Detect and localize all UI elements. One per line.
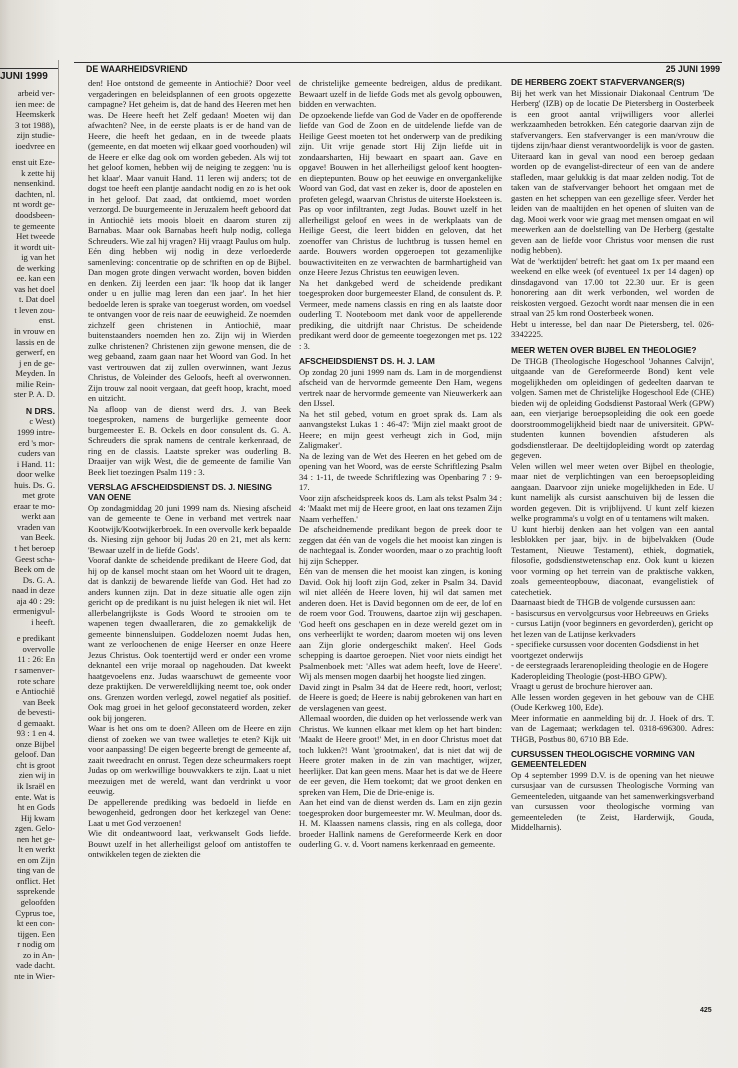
- text-line: huis. Ds. G.: [14, 479, 55, 490]
- text-line: kt een con-: [16, 918, 55, 929]
- text-line: ig van het: [21, 252, 55, 263]
- text-line: dachten, nl.: [15, 188, 55, 199]
- paragraph: Op zondag 20 juni 1999 nam ds. Lam in de morgendienst afscheid van de hervormde gemeente Den Ham, wegens vertrek naar de hervormde gemeente van Nieuwerkerk aan den IJssel.: [299, 366, 502, 409]
- paragraph: de christelijke gemeente bedreigen, aldus de predikant. Bewaart uzelf in de liefde Gods met als gevolg opbouwen, bidden en verwachten.: [299, 78, 502, 109]
- text-line: geloof. Dan: [14, 749, 55, 760]
- text-line: ht en Gods: [17, 802, 55, 813]
- column-1: [88, 78, 291, 860]
- text-line: 11 : 26: En: [17, 654, 55, 665]
- paragraph: Na afloop van de dienst werd drs. J. van Beek toegesproken, namens de burgerlijke gemeente door burgemeester E. B. Ockels en door consulent ds. G. A. Schreuders die sprak namens de centrale kerkenraad, de ring en de classis. Laatste spreker was ouderling B. Draaijer van wijk West, die de gemeente de familie Van Beek liet toezingen Psalm 119 : 3.: [88, 403, 291, 477]
- paragraph: U kunt hierbij denken aan het volgen van een aantal lesblokken per jaar, bijv. in de bijbelvakken (Oude Testament, Nieuwe Testament), ethiek, dogmatiek, filosofie, godsdienstwetenschap enz. Ook kunt u kiezen voor vorming op het terrein van de praktische vakken, zoals gemeenteopbouw, diaconaat, evangelistiek of catechetiek.: [511, 523, 714, 597]
- text-line: nen het ge-: [16, 833, 55, 844]
- text-line: de bevesti-: [17, 707, 55, 718]
- text-line: N DRS.: [25, 405, 55, 416]
- text-line: eraar te mo-: [13, 500, 55, 511]
- text-line: ien mee: de: [15, 98, 55, 109]
- paragraph: De afscheidnemende predikant begon de preek door te zeggen dat één van de vogels die het mooist kan zingen is de nachtegaal is. Zonder woorden, maar o zo prachtig looft hij zijn Schepper.: [299, 524, 502, 566]
- text-line: enst uit Eze-: [12, 157, 55, 168]
- page-header: [74, 62, 722, 75]
- text-line: aja 40 : 29:: [16, 595, 55, 606]
- text-line: tijgen. Een: [17, 928, 55, 939]
- text-line: t. Dat doel: [18, 294, 55, 305]
- text-line: k zette hij: [21, 167, 55, 178]
- course-list: [511, 608, 714, 682]
- article-heading: CURSUSSEN THEOLOGISCHE VORMING VAN GEMEENTELEDEN: [511, 749, 695, 769]
- text-line: overvolle: [22, 643, 55, 654]
- text-line: c West): [29, 416, 55, 427]
- text-line: i heeft.: [31, 616, 55, 627]
- text-line: vraden van: [17, 521, 55, 532]
- article-heading: MEER WETEN OVER BIJBEL EN THEOLOGIE?: [511, 344, 697, 355]
- issue-date: 25 JUNI 1999: [665, 64, 720, 74]
- column-2: [299, 78, 502, 850]
- text-line: ioedvree en: [15, 140, 55, 151]
- paragraph: Meer informatie en aanmelding bij dr. J. Hoek of drs. T. van de Lagemaat; werkdagen tel. 0318-696300. Adres: THGB, Postbus 80, 6710 BB Ede.: [511, 712, 714, 744]
- text-line: cuders van: [18, 448, 55, 459]
- text-line: r nodig om: [17, 939, 55, 950]
- paragraph: Wie dit ondeantwoord laat, verkwanselt Gods liefde. Bouwt uzelf in het allerheiligst geloof om antistoffen te ontwikkelen tegen de ziekten die: [88, 828, 291, 860]
- article-heading: AFSCHEIDSDIENST DS. H. J. LAM: [299, 356, 435, 366]
- text-line: e predikant: [16, 633, 55, 644]
- paragraph: Allemaal woorden, die duiden op het verlossende werk van Christus. We kunnen elkaar met klem op het hart binden: 'Maakt de Heere groot!' Met, in en door Christus moet dat toch lukken?! Want 'grootmaken', dat is niet dat wij de Heere groter maken in de zin van machtiger, wijzer, heerlijker. Dat kan geen mens. Maar het is dat we de Heere de eer geven, die Hem toekomt; dat we groot denken en spreken van Hem, Die de Drie-enige is.: [299, 713, 502, 797]
- text-line: in vrouw en: [13, 326, 55, 337]
- text-line: vas het doel: [13, 283, 55, 294]
- text-line: d gemaakt.: [17, 717, 55, 728]
- paragraph: Waar is het ons om te doen? Alleen om de Heere en zijn dienst of zoeken we van twee walletjes te eten? Kijk uit voor aanpassing! De eigen begeerte brengt de gemeente af, zaait tweedracht en onrust. Tegen deze scheurmakers roept Judas op om werkwillige bouwvakkers te zijn. Laat u niet meezuigen met de wereld, want dan verdrinkt u voor eeuwig.: [88, 723, 291, 797]
- text-line: lt en werkt: [18, 844, 55, 855]
- text-line: zijn studie-: [16, 130, 55, 141]
- text-line: van Beek.: [20, 532, 55, 543]
- text-line: Beek om de: [13, 564, 55, 575]
- paragraph: Aan het eind van de dienst werden ds. Lam en zijn gezin toegesproken door burgemeester mr. W. Meulman, door ds. H. M. Klaassen namens classis, ring en als collega, door broeder Hallink namens de Gereformeerde Kerk en door ouderling G. v. d. Voort namens kerkenraad en gemeente.: [299, 797, 502, 850]
- paragraph: Alle lessen worden gegeven in het gebouw van de CHE (Oude Kerkweg 100, Ede).: [511, 691, 714, 713]
- paragraph: Na het dankgebed werd de scheidende predikant toegesproken door burgemeester Eland, de consulent ds. P. Vermeer, mede namens classis en ring en als laatste door ouderling T. Nooteboom met dank voor de appellerende prediking, die uitdrijft naar Christus. De scheidende predikant werd door de gemeente toegezongen met ps. 122 : 3.: [299, 277, 502, 351]
- article-heading: VERSLAG AFSCHEIDSDIENST DS. J. NIESING VAN OENE: [88, 482, 272, 502]
- list-item: - basiscursus en vervolgcursus voor Hebreeuws en Grieks: [511, 607, 709, 618]
- paragraph: Voor zijn afscheidspreek koos ds. Lam als tekst Psalm 34 : 4: 'Maakt met mij de Heere groot, en laat ons tezamen Zijn Naam verheffen.': [299, 492, 502, 524]
- text-line: nensenkind.: [13, 178, 55, 189]
- article-heading: DE HERBERG ZOEKT STAFVERVANGER(S): [511, 77, 685, 87]
- paragraph: Na het stil gebed, votum en groet sprak ds. Lam als aanvangstekst Lukas 1 : 46-47: 'Mijn ziel maakt groot de Heere; en mijn geest verheugt zich in God, mijn Zaligmaker'.: [299, 408, 502, 451]
- paragraph: Daarnaast biedt de THGB de volgende cursussen aan:: [511, 597, 696, 608]
- text-line: Hij kwam: [20, 812, 55, 823]
- previous-page-edge: [0, 60, 59, 981]
- text-line: Meyden. In: [15, 368, 55, 379]
- text-line: werkt aan: [21, 511, 55, 522]
- text-line: arbeid ver-: [17, 88, 55, 98]
- paragraph: De THGB (Theologische Hogeschool 'Johannes Calvijn', uitgaande van de Gereformeerde Bond) kent vele mogelijkheden om opleidingen of gedeelten daarvan te volgen. Samen met de Christelijke Hogeschool Ede (CHE) bieden wij de opleiding Godsdienst Pastoraal Werk (GPW) aan, een vierjarige beroepsopleiding die ook een goede doorstroommogelijkheid biedt naar de universiteit. GPW-studenten kunnen bovendien afstuderen als godsdienstleraar. De deeltijdopleiding wordt op zaterdag gegeven.: [511, 355, 714, 461]
- list-item: - de eerstegraads lerarenopleiding theologie en de Hogere Kaderopleiding Theologie (post-HBO GPW).: [511, 660, 709, 681]
- paragraph: David zingt in Psalm 34 dat de Heere redt, hoort, verlost; de Heere is goed; de Heere is nabij gebrokenen van hart en de verslagenen van geest.: [299, 681, 502, 713]
- text-line: van Beek: [22, 696, 55, 707]
- text-line: geloofden: [20, 897, 55, 908]
- text-line: de werking: [16, 262, 55, 273]
- text-line: zgen. Gelo-: [14, 823, 55, 834]
- text-line: milie Rein-: [16, 378, 55, 389]
- paragraph: den! Hoe ontstond de gemeente in Antiochië? Door veel vergaderingen en beleidsplannen of een groots opgezette campagne? Het geheim is, dat de hand des Heeren met hen was. De Heere heeft het Zelf gedaan! Moeten wij dan afwachten? Nee, in de eerste plaats is er de hand van de Heere, die heeft het gedaan, en in de tweede plaats (gemeente, en dat moeten wij elkaar goed voorhouden) wil de Heere er elke dag ook om worden gebeden. Als wij tot het geloof komen, hebben wij de neiging te zeggen: 'nu is het klaar'. Maar vanuit Hand. 11 leren wij anders; tot de dogst toe heeft een plantje aandacht nodig en zo is het ook in het geloof. Dat zaad, dat ontkiemd, moet worden verzorgd. De buurgemeente in Jeruzalem heeft geboord dat in Antiochië iets moois bloeit en daarom sturen zij Barnabas. Maar ook Barnabas heeft hulp nodig, collega Schreuders. Wie zal hij vragen? Hij vraagt Paulus om hulp.: [88, 78, 291, 246]
- paragraph: Eén van de mensen die het mooist kan zingen, is koning David. Ook hij looft zijn God, zeker in Psalm 34. David wil niet alléén de Heere loven, hij wil dat samen met anderen doen. Het is David begonnen om de eer, de lof en de roem voor God. Trouwens, daartoe zijn wij geschapen. 'God heeft ons geschapen en in deze wereld gezet om in ons verheerlijkt te worden; daarom moeten wij ons leven aan Zijn glorie ondergeschikt maken'. Heel Gods schepping is daartoe geroepen. Niet voor niets eindigt het Psalmenboek met: 'Alles wat adem heeft, love de Heere'. Wij als mensen mogen daarbij het hoogste lied zingen.: [299, 566, 502, 682]
- text-line: naad in deze: [12, 585, 55, 596]
- text-line: j en de ge-: [18, 357, 55, 368]
- text-line: e Antiochië: [15, 686, 55, 697]
- text-line: nt wordt ge-: [12, 199, 55, 210]
- text-line: ermenigvul-: [13, 606, 55, 617]
- text-line: t het beroep: [14, 542, 55, 553]
- text-line: ik Israël en: [16, 781, 55, 791]
- text-line: zien wij in: [18, 770, 55, 781]
- paragraph: Wat de 'werktijden' betreft: het gaat om 1x per maand een weekend en elke week (of eventueel 1x per 14 dagen) op dinsdagavond van 17.00 tot 22.30 uur. Er is geen honorering aan dit werk verbonden, wel worden de reiskosten vergoed. Gezocht wordt naar mensen die in een straal van 25 km rond Oosterbeek wonen.: [511, 255, 714, 319]
- text-line: 93 : 1 en 4.: [16, 728, 55, 739]
- list-item: - specifieke cursussen voor docenten Godsdienst in het voortgezet onderwijs: [511, 639, 699, 660]
- text-line: met grote: [22, 490, 55, 501]
- text-line: Ds. G. A.: [22, 574, 55, 585]
- text-line: doodsbeen-: [15, 210, 55, 221]
- text-line: Geest scha-: [15, 553, 55, 564]
- paragraph: Vraagt u gerust de brochure hierover aan.: [511, 681, 653, 692]
- text-line: 3 tot 1988),: [15, 119, 55, 130]
- text-line: nte in Wier-: [14, 970, 55, 981]
- publication-title: DE WAARHEIDSVRIEND: [86, 64, 188, 74]
- text-line: r samenver-: [14, 664, 55, 675]
- column-3: [511, 78, 714, 833]
- paragraph: Vooraf dankte de scheidende predikant de Heere God, dat hij op de kansel mocht staan om het Woord uit te dragen, dat is dankzij de bewarende liefde van God. Het had zo anders kunnen zijn. Dat in deze situatie alle ogen zijn gericht op de predikant is nu juist helegen ik niet wil. Het allerbelangrijkste is Gods Woord te strooien om te wapenen tegen dwaalleraren, die zo gemakkelijk de gemeente binnensluipen. Goddelozen noemt Judas hen, want ze verloochenen de enige Heerser en onze Heere Jezus Christus. Ook toentertijd werd er onder een vrome deknantel een vrije moraal op nagehouden. Dat kweekt haatgevoelens enz. Judas waarschuwt de gemeente voor deze praktijken. De verwereldlijking neemt toe, ook onder ons. Grenzen worden verlegd, zowel negatief als positief. Ook mag groei in het geloof geconstateerd worden, zeker ook bij jongeren.: [88, 555, 291, 723]
- text-line: ting van de: [16, 865, 55, 876]
- paragraph: Na de lezing van de Wet des Heeren en het gebed om de opening van het Woord, was de eerste Schriftlezing Psalm 34 : 1-11, de tweede Schriftlezing was Openbaring 7 : 9-17.: [299, 450, 502, 493]
- text-line: cht is groot: [16, 759, 55, 770]
- page-number: 425: [700, 1007, 712, 1014]
- paragraph: Bij het werk van het Missionair Diakonaal Centrum 'De Herberg' (IZB) op de locatie De Pietersberg in Oosterbeek is een groot aantal vrijwilligers voor allerlei werkzaamheden betrokken. Eén categorie daarvan zijn de stafvervangers. Een stafvervanger is een man/vrouw die tijdens zijn/haar dienst verantwoordelijk is voor de gasten. Uiteraard kan in geval van nood een beroep gedaan worden op de evangelist-directeur of een van de andere stafleden, maar gelukkig is dat maar zelden nodig. Tot de taken van de stafvervanger behoort het omgaan met de gasten en het scheppen van een gezellige sfeer. Verder het leiden van de maaltijden en het openen of sluiten van de dag. Mooi werk voor wie graag met mensen omgaat en wil meewerken aan de doelstelling van De Herberg (gestalte geven aan de liefde voor Christus voor mensen die rust nodig hebben).: [511, 87, 714, 256]
- previous-page-date: JUNI 1999: [0, 68, 58, 82]
- paragraph: Op zondagmiddag 20 juni 1999 nam ds. Niesing afscheid van de gemeente te Oene in verband met vertrek naar Kootwijk/Kootwijkerbroek. In een overvolle kerk bepaalde ds. Niesing zijn gehoor bij Judas 20 en 21, met als kern: 'Bewaar uzelf in de liefde Gods'.: [88, 502, 291, 555]
- text-line: 1999 intre-: [17, 426, 55, 437]
- text-line: vade dacht.: [15, 960, 55, 971]
- text-line: gerwerf, en: [15, 347, 55, 358]
- paragraph: Eén ding hebben wij nodig in deze verloederde samenleving: concentratie op de schriften en op de Bijbel. Dan mogen grote dingen verwacht worden, boven bidden en denken. Zij leerden een jaar: 'Ik hoop dat ik langer onder u en jullie mag leren dan een jaar'. In het hier bedoelde leren is sprake van toegerust worden, om voedsel te ontvangen voor de reis naar de eeuwigheid. Ze noemden zichzelf geen christenen in Antiochië, maar buitenstaanders noemden hen zo. Zijn wij in Wierden zulke christenen? Christenen zijn gewone mensen, die de weg gebaand, zaam gaan naar het Woord van God. In het vast vertrouwen dat zij zullen overwinnen, want Jezus Christus, de Voleinder des Geloofs, heeft al overwonnen. Zijn trouw zal nooit vergaan, dat geeft hoop, kracht, moed en uitzicht.: [88, 246, 291, 403]
- text-line: ente. Wat is: [15, 791, 55, 802]
- text-line: te gemeente: [13, 220, 55, 231]
- text-line: en om Zijn: [17, 854, 55, 865]
- text-line: Het tweede: [16, 231, 55, 242]
- list-item: - cursus Latijn (voor beginners en gevorderden), gericht op het lezen van de Latijnse kerkvaders: [511, 618, 713, 639]
- text-line: i Hand. 11:: [16, 458, 55, 469]
- text-line: rote schare: [17, 675, 55, 686]
- text-line: ee. kan een: [16, 273, 55, 284]
- paragraph: De appellerende prediking was bedoeld in liefde en bewogenheid, gedrongen door het kerkzegel van Oene: Laat u met God verzoenen!: [88, 796, 291, 828]
- text-line: ssprekende: [16, 886, 55, 897]
- text-line: erd 's mor-: [18, 437, 55, 448]
- paragraph: Op 4 september 1999 D.V. is de opening van het nieuwe cursusjaar van de cursussen Theologische Vorming van Gemeenteleden, uitgaande van het samenwerkingsverband van cursussen voor theologische vorming van gemeenteleden (te Zeist, Harderwijk, Gouda, Middelharnis).: [511, 769, 714, 833]
- text-line: Heemskerk: [15, 109, 55, 120]
- previous-page-text: [0, 88, 55, 981]
- paragraph: De opzoekende liefde van God de Vader en de opofferende liefde van God de Zoon en de uitdelende liefde van de Heilige Geest moeten tot het onderwerp van de prediking zijn. Uit vrije genade stort Hij Zijn liefde uit in zondaarsharten, Hij bewaart en spaart aan. Gave en opgave! Bouwen in het allerheiligst geloof kent hoogten- en dieptepunten. Bouw op het eeuwige en onvergankelijke Woord van God, dat vast en zeker is, door de apostelen en profeten gelegd, waarvan Christus de uiterste Hoeksteen is. Pas op voor infiltranten, zegt Judas. Bouwt uzelf in het allerheiligst geloof en wees in de werkplaats van de Heilige Geest, die leert bidden en geloven, dat het zoenoffer van Christus de luchtbrug is tussen hemel en aarde. Bouwers worden opgeroepen tot gezamenlijke bouwactiviteiten en ze verwachten de barmhartigheid van onze Heere Jezus Christus ten eeuwigen leven.: [299, 109, 502, 277]
- text-line: enst.: [39, 315, 55, 326]
- text-line: Cyprus toe,: [15, 907, 55, 918]
- text-line: lassis en de: [15, 336, 55, 347]
- text-line: onflict. Het: [15, 875, 55, 886]
- text-line: it wordt uit-: [13, 241, 55, 252]
- text-line: ster P. A. D.: [13, 389, 55, 400]
- paragraph: Hebt u interesse, bel dan naar De Pietersberg, tel. 026-3342225.: [511, 318, 714, 340]
- paragraph: Velen willen wel meer weten over Bijbel en theologie, maar niet de verplichtingen van een beroepsopleiding aangaan. Daarvoor zijn unieke mogelijkheden in Ede. U kunt namelijk als cursist aanschuiven bij de lessen die worden gegeven. Dit is vrijblijvend. U kunt zelf kiezen welke programma's u volgt en of u tentamens wilt maken.: [511, 460, 714, 524]
- text-line: t leven zou-: [14, 304, 55, 315]
- text-line: onze Bijbel: [15, 738, 55, 749]
- text-line: zo in An-: [23, 949, 55, 960]
- text-line: door welke: [16, 469, 55, 480]
